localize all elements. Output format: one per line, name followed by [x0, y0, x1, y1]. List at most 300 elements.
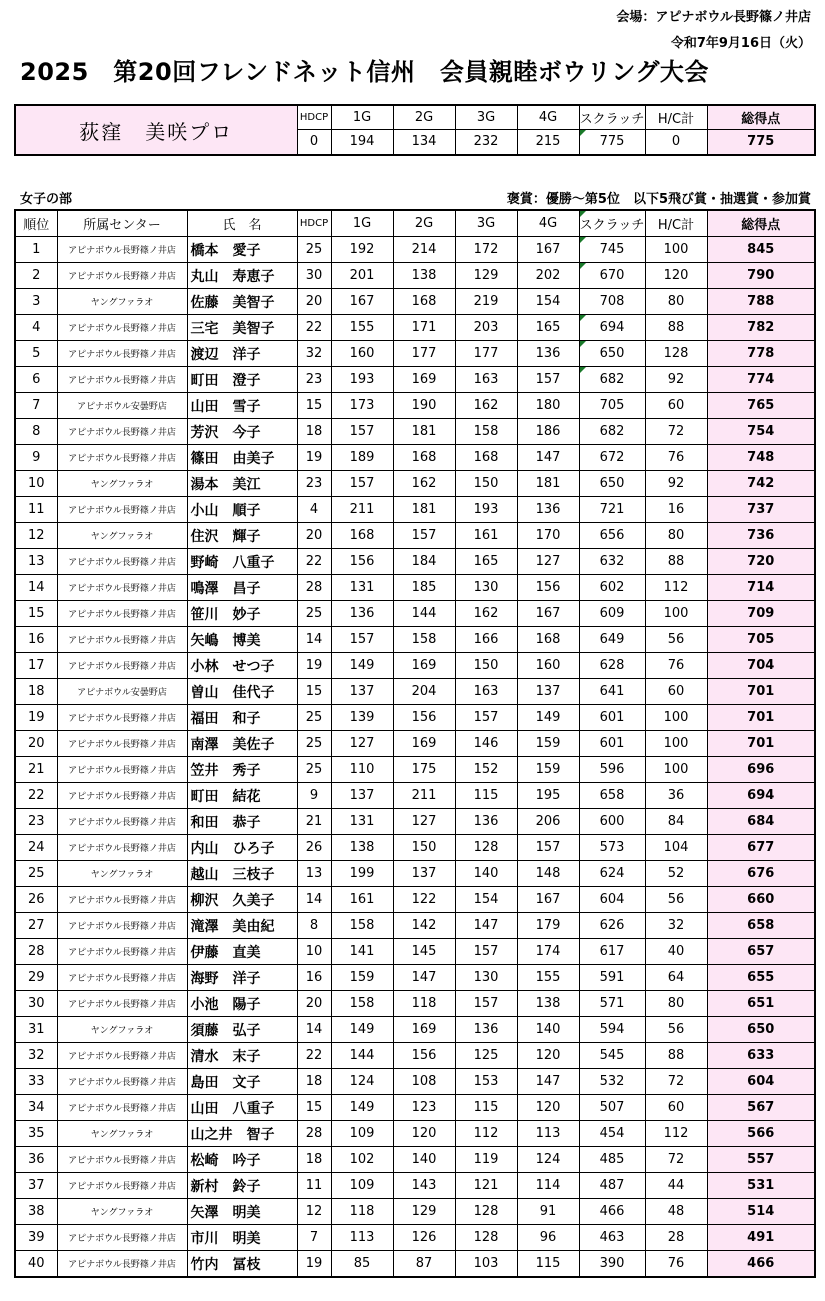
- total-score-cell: 765: [707, 393, 815, 419]
- game1-cell: 149: [331, 1017, 393, 1043]
- page-title: 2025 第20回フレンドネット信州 会員親睦ボウリング大会: [20, 58, 709, 86]
- game2-cell: 122: [393, 887, 455, 913]
- hc-total-cell: 60: [645, 1095, 707, 1121]
- game2-cell: 169: [393, 731, 455, 757]
- hc-total-cell: 60: [645, 679, 707, 705]
- center-cell: アピナボウル長野篠ノ井店: [57, 263, 187, 289]
- hdcp-cell: 28: [297, 575, 331, 601]
- center-cell: アピナボウル長野篠ノ井店: [57, 549, 187, 575]
- center-cell: アピナボウル長野篠ノ井店: [57, 1095, 187, 1121]
- game2-cell: 177: [393, 341, 455, 367]
- player-name-cell: 山之井 智子: [187, 1121, 297, 1147]
- column-header: 総得点: [707, 210, 815, 237]
- table-row: [15, 965, 815, 991]
- game1-cell: 155: [331, 315, 393, 341]
- hc-total-cell: 32: [645, 913, 707, 939]
- table-row: [15, 627, 815, 653]
- rank-cell: 4: [15, 315, 57, 341]
- hc-total-cell: 112: [645, 1121, 707, 1147]
- game1-cell: 137: [331, 783, 393, 809]
- player-name-cell: 丸山 寿恵子: [187, 263, 297, 289]
- game1-cell: 110: [331, 757, 393, 783]
- table-row: [15, 1199, 815, 1225]
- player-name-cell: 島田 文子: [187, 1069, 297, 1095]
- game1-cell: 211: [331, 497, 393, 523]
- game2-cell: 185: [393, 575, 455, 601]
- game2-cell: 169: [393, 367, 455, 393]
- game3-cell: 172: [455, 237, 517, 263]
- player-name-cell: 南澤 美佐子: [187, 731, 297, 757]
- total-score-cell: 788: [707, 289, 815, 315]
- table-row: [15, 1225, 815, 1251]
- hdcp-cell: 15: [297, 393, 331, 419]
- game2-cell: 138: [393, 263, 455, 289]
- scratch-cell: 487: [579, 1173, 645, 1199]
- center-cell: アピナボウル長野篠ノ井店: [57, 757, 187, 783]
- hc-total-cell: 88: [645, 315, 707, 341]
- player-name-cell: 小林 せつ子: [187, 653, 297, 679]
- hdcp-cell: 25: [297, 705, 331, 731]
- total-score-cell: 684: [707, 809, 815, 835]
- hdcp-cell: 25: [297, 731, 331, 757]
- table-row: [15, 445, 815, 471]
- scratch-cell: 721: [579, 497, 645, 523]
- total-score-cell: 557: [707, 1147, 815, 1173]
- total-score-cell: 774: [707, 367, 815, 393]
- player-name-cell: 篠田 由美子: [187, 445, 297, 471]
- game1-cell: 156: [331, 549, 393, 575]
- guest-value-cell: 215: [517, 129, 579, 155]
- total-score-cell: 742: [707, 471, 815, 497]
- game1-cell: 113: [331, 1225, 393, 1251]
- total-score-cell: 778: [707, 341, 815, 367]
- player-name-cell: 湯本 美江: [187, 471, 297, 497]
- hc-total-cell: 48: [645, 1199, 707, 1225]
- game4-cell: 159: [517, 731, 579, 757]
- game4-cell: 147: [517, 1069, 579, 1095]
- rank-cell: 18: [15, 679, 57, 705]
- hc-total-cell: 76: [645, 1251, 707, 1278]
- guest-header-cell: HDCP: [297, 105, 331, 129]
- center-cell: アピナボウル長野篠ノ井店: [57, 939, 187, 965]
- scratch-cell: 545: [579, 1043, 645, 1069]
- player-name-cell: 福田 和子: [187, 705, 297, 731]
- rank-cell: 25: [15, 861, 57, 887]
- hc-total-cell: 28: [645, 1225, 707, 1251]
- rank-cell: 10: [15, 471, 57, 497]
- scratch-cell: 628: [579, 653, 645, 679]
- game1-cell: 157: [331, 419, 393, 445]
- game4-cell: 186: [517, 419, 579, 445]
- game1-cell: 141: [331, 939, 393, 965]
- guest-value-cell: 134: [393, 129, 455, 155]
- game3-cell: 147: [455, 913, 517, 939]
- hdcp-cell: 15: [297, 679, 331, 705]
- game2-cell: 158: [393, 627, 455, 653]
- total-score-cell: 567: [707, 1095, 815, 1121]
- rank-cell: 27: [15, 913, 57, 939]
- total-score-cell: 531: [707, 1173, 815, 1199]
- hc-total-cell: 56: [645, 1017, 707, 1043]
- hdcp-cell: 12: [297, 1199, 331, 1225]
- scratch-cell: 609: [579, 601, 645, 627]
- hdcp-cell: 16: [297, 965, 331, 991]
- total-score-cell: 466: [707, 1251, 815, 1278]
- scratch-cell: 672: [579, 445, 645, 471]
- rank-cell: 14: [15, 575, 57, 601]
- rank-cell: 1: [15, 237, 57, 263]
- hc-total-cell: 72: [645, 1147, 707, 1173]
- game2-cell: 147: [393, 965, 455, 991]
- hdcp-cell: 19: [297, 1251, 331, 1278]
- game1-cell: 144: [331, 1043, 393, 1069]
- game3-cell: 119: [455, 1147, 517, 1173]
- game3-cell: 154: [455, 887, 517, 913]
- table-row: [15, 315, 815, 341]
- hdcp-cell: 30: [297, 263, 331, 289]
- rank-cell: 2: [15, 263, 57, 289]
- hdcp-cell: 15: [297, 1095, 331, 1121]
- center-cell: アピナボウル長野篠ノ井店: [57, 445, 187, 471]
- hc-total-cell: 128: [645, 341, 707, 367]
- game2-cell: 142: [393, 913, 455, 939]
- scratch-cell: 670: [579, 263, 645, 289]
- hc-total-cell: 56: [645, 627, 707, 653]
- table-row: [15, 757, 815, 783]
- column-header: 順位: [15, 210, 57, 237]
- center-cell: アピナボウル長野篠ノ井店: [57, 1225, 187, 1251]
- center-cell: アピナボウル長野篠ノ井店: [57, 783, 187, 809]
- hc-total-cell: 76: [645, 445, 707, 471]
- table-row: [15, 705, 815, 731]
- total-score-cell: 660: [707, 887, 815, 913]
- rank-cell: 33: [15, 1069, 57, 1095]
- game1-cell: 201: [331, 263, 393, 289]
- scratch-cell: 705: [579, 393, 645, 419]
- game2-cell: 157: [393, 523, 455, 549]
- table-row: [15, 549, 815, 575]
- player-name-cell: 新村 鈴子: [187, 1173, 297, 1199]
- rank-cell: 24: [15, 835, 57, 861]
- game4-cell: 113: [517, 1121, 579, 1147]
- total-score-cell: 676: [707, 861, 815, 887]
- center-cell: アピナボウル長野篠ノ井店: [57, 1069, 187, 1095]
- column-header: 4G: [517, 210, 579, 237]
- hc-total-cell: 80: [645, 289, 707, 315]
- hc-total-cell: 80: [645, 991, 707, 1017]
- rank-cell: 5: [15, 341, 57, 367]
- game4-cell: 147: [517, 445, 579, 471]
- game2-cell: 108: [393, 1069, 455, 1095]
- game3-cell: 161: [455, 523, 517, 549]
- game4-cell: 167: [517, 237, 579, 263]
- game2-cell: 129: [393, 1199, 455, 1225]
- hdcp-cell: 25: [297, 601, 331, 627]
- rank-cell: 28: [15, 939, 57, 965]
- game3-cell: 128: [455, 1199, 517, 1225]
- player-name-cell: 笹川 妙子: [187, 601, 297, 627]
- table-row: [15, 341, 815, 367]
- table-row: [15, 1017, 815, 1043]
- game3-cell: 112: [455, 1121, 517, 1147]
- hc-total-cell: 44: [645, 1173, 707, 1199]
- total-score-cell: 651: [707, 991, 815, 1017]
- game3-cell: 162: [455, 601, 517, 627]
- header-row: [15, 210, 815, 237]
- total-score-cell: 655: [707, 965, 815, 991]
- table-row: [15, 835, 815, 861]
- scratch-cell: 601: [579, 731, 645, 757]
- hdcp-cell: 25: [297, 757, 331, 783]
- hdcp-cell: 18: [297, 1069, 331, 1095]
- game2-cell: 184: [393, 549, 455, 575]
- scratch-cell: 602: [579, 575, 645, 601]
- table-row: [15, 1043, 815, 1069]
- game4-cell: 174: [517, 939, 579, 965]
- rank-cell: 38: [15, 1199, 57, 1225]
- game1-cell: 193: [331, 367, 393, 393]
- rank-cell: 23: [15, 809, 57, 835]
- scratch-cell: 745: [579, 237, 645, 263]
- rank-cell: 12: [15, 523, 57, 549]
- scratch-cell: 507: [579, 1095, 645, 1121]
- game3-cell: 125: [455, 1043, 517, 1069]
- rank-cell: 36: [15, 1147, 57, 1173]
- game2-cell: 168: [393, 289, 455, 315]
- guest-score-table: [14, 104, 816, 156]
- game4-cell: 167: [517, 887, 579, 913]
- player-name-cell: 町田 澄子: [187, 367, 297, 393]
- game2-cell: 181: [393, 497, 455, 523]
- game4-cell: 195: [517, 783, 579, 809]
- guest-header-cell: H/C計: [645, 105, 707, 129]
- center-cell: アピナボウル長野篠ノ井店: [57, 1173, 187, 1199]
- game3-cell: 163: [455, 367, 517, 393]
- rank-cell: 29: [15, 965, 57, 991]
- center-cell: アピナボウル長野篠ノ井店: [57, 315, 187, 341]
- total-score-cell: 714: [707, 575, 815, 601]
- awards-label: 褒賞：優勝～第5位 以下5飛び賞・抽選賞・参加賞: [506, 192, 811, 207]
- center-cell: アピナボウル長野篠ノ井店: [57, 835, 187, 861]
- game2-cell: 140: [393, 1147, 455, 1173]
- game3-cell: 162: [455, 393, 517, 419]
- hc-total-cell: 52: [645, 861, 707, 887]
- game4-cell: 179: [517, 913, 579, 939]
- game1-cell: 161: [331, 887, 393, 913]
- hdcp-cell: 10: [297, 939, 331, 965]
- hc-total-cell: 16: [645, 497, 707, 523]
- player-name-cell: 越山 三枝子: [187, 861, 297, 887]
- game4-cell: 136: [517, 341, 579, 367]
- hdcp-cell: 14: [297, 887, 331, 913]
- guest-value-cell: 0: [645, 129, 707, 155]
- player-name-cell: 笠井 秀子: [187, 757, 297, 783]
- column-header: 所属センター: [57, 210, 187, 237]
- center-cell: アピナボウル長野篠ノ井店: [57, 705, 187, 731]
- table-row: [15, 809, 815, 835]
- guest-total-cell: 775: [707, 129, 815, 155]
- scratch-cell: 600: [579, 809, 645, 835]
- scratch-cell: 454: [579, 1121, 645, 1147]
- total-score-cell: 696: [707, 757, 815, 783]
- rank-cell: 11: [15, 497, 57, 523]
- scratch-cell: 463: [579, 1225, 645, 1251]
- hc-total-cell: 40: [645, 939, 707, 965]
- game4-cell: 159: [517, 757, 579, 783]
- player-name-cell: 清水 末子: [187, 1043, 297, 1069]
- game2-cell: 190: [393, 393, 455, 419]
- hc-total-cell: 100: [645, 731, 707, 757]
- game1-cell: 138: [331, 835, 393, 861]
- game1-cell: 137: [331, 679, 393, 705]
- table-row: [15, 731, 815, 757]
- game2-cell: 144: [393, 601, 455, 627]
- scratch-cell: 571: [579, 991, 645, 1017]
- hc-total-cell: 72: [645, 1069, 707, 1095]
- center-cell: アピナボウル長野篠ノ井店: [57, 913, 187, 939]
- scratch-cell: 624: [579, 861, 645, 887]
- game3-cell: 177: [455, 341, 517, 367]
- game4-cell: 202: [517, 263, 579, 289]
- game2-cell: 169: [393, 653, 455, 679]
- rank-cell: 35: [15, 1121, 57, 1147]
- scratch-cell: 617: [579, 939, 645, 965]
- center-cell: アピナボウル安曇野店: [57, 393, 187, 419]
- game2-cell: 118: [393, 991, 455, 1017]
- total-score-cell: 701: [707, 705, 815, 731]
- hc-total-cell: 92: [645, 471, 707, 497]
- game2-cell: 162: [393, 471, 455, 497]
- table-row: [15, 601, 815, 627]
- table-row: [15, 263, 815, 289]
- table-row: [15, 1251, 815, 1278]
- game1-cell: 160: [331, 341, 393, 367]
- center-cell: ヤングファラオ: [57, 289, 187, 315]
- game3-cell: 193: [455, 497, 517, 523]
- rank-cell: 3: [15, 289, 57, 315]
- table-row: [15, 1069, 815, 1095]
- center-cell: アピナボウル長野篠ノ井店: [57, 1147, 187, 1173]
- total-score-cell: 754: [707, 419, 815, 445]
- player-name-cell: 竹内 冨枝: [187, 1251, 297, 1278]
- game2-cell: 214: [393, 237, 455, 263]
- game2-cell: 156: [393, 705, 455, 731]
- game2-cell: 145: [393, 939, 455, 965]
- total-score-cell: 737: [707, 497, 815, 523]
- game3-cell: 136: [455, 809, 517, 835]
- hdcp-cell: 19: [297, 653, 331, 679]
- game4-cell: 140: [517, 1017, 579, 1043]
- guest-name: 荻窪 美咲プロ: [15, 105, 297, 155]
- game4-cell: 124: [517, 1147, 579, 1173]
- center-cell: アピナボウル長野篠ノ井店: [57, 1043, 187, 1069]
- game1-cell: 199: [331, 861, 393, 887]
- game4-cell: 168: [517, 627, 579, 653]
- game2-cell: 156: [393, 1043, 455, 1069]
- total-score-cell: 491: [707, 1225, 815, 1251]
- scratch-cell: 641: [579, 679, 645, 705]
- game1-cell: 149: [331, 1095, 393, 1121]
- game2-cell: 169: [393, 1017, 455, 1043]
- game3-cell: 150: [455, 653, 517, 679]
- player-name-cell: 山田 雪子: [187, 393, 297, 419]
- table-row: [15, 367, 815, 393]
- game3-cell: 203: [455, 315, 517, 341]
- center-cell: アピナボウル長野篠ノ井店: [57, 965, 187, 991]
- game1-cell: 159: [331, 965, 393, 991]
- table-row: [15, 471, 815, 497]
- hdcp-cell: 18: [297, 419, 331, 445]
- total-score-cell: 709: [707, 601, 815, 627]
- center-cell: ヤングファラオ: [57, 471, 187, 497]
- hdcp-cell: 32: [297, 341, 331, 367]
- center-cell: アピナボウル長野篠ノ井店: [57, 575, 187, 601]
- hc-total-cell: 80: [645, 523, 707, 549]
- player-name-cell: 伊藤 直美: [187, 939, 297, 965]
- game3-cell: 146: [455, 731, 517, 757]
- hc-total-cell: 104: [645, 835, 707, 861]
- rank-cell: 40: [15, 1251, 57, 1278]
- table-row: [15, 575, 815, 601]
- scratch-cell: 485: [579, 1147, 645, 1173]
- table-row: [15, 861, 815, 887]
- hc-total-cell: 76: [645, 653, 707, 679]
- player-name-cell: 滝澤 美由紀: [187, 913, 297, 939]
- game2-cell: 87: [393, 1251, 455, 1278]
- game4-cell: 91: [517, 1199, 579, 1225]
- hc-total-cell: 60: [645, 393, 707, 419]
- results-table: [14, 209, 816, 1278]
- scratch-cell: 682: [579, 367, 645, 393]
- hdcp-cell: 21: [297, 809, 331, 835]
- game4-cell: 137: [517, 679, 579, 705]
- hdcp-cell: 18: [297, 1147, 331, 1173]
- game1-cell: 157: [331, 471, 393, 497]
- scratch-cell: 650: [579, 341, 645, 367]
- scratch-cell: 650: [579, 471, 645, 497]
- game3-cell: 103: [455, 1251, 517, 1278]
- total-score-cell: 701: [707, 679, 815, 705]
- center-cell: ヤングファラオ: [57, 1121, 187, 1147]
- player-name-cell: 曽山 佳代子: [187, 679, 297, 705]
- total-score-cell: 705: [707, 627, 815, 653]
- game2-cell: 137: [393, 861, 455, 887]
- game1-cell: 124: [331, 1069, 393, 1095]
- game3-cell: 168: [455, 445, 517, 471]
- hc-total-cell: 88: [645, 549, 707, 575]
- center-cell: アピナボウル長野篠ノ井店: [57, 991, 187, 1017]
- scratch-cell: 649: [579, 627, 645, 653]
- hc-total-cell: 100: [645, 601, 707, 627]
- game4-cell: 170: [517, 523, 579, 549]
- rank-cell: 7: [15, 393, 57, 419]
- game4-cell: 181: [517, 471, 579, 497]
- game2-cell: 143: [393, 1173, 455, 1199]
- hdcp-cell: 14: [297, 627, 331, 653]
- center-cell: ヤングファラオ: [57, 523, 187, 549]
- rank-cell: 15: [15, 601, 57, 627]
- game2-cell: 123: [393, 1095, 455, 1121]
- game3-cell: 166: [455, 627, 517, 653]
- total-score-cell: 514: [707, 1199, 815, 1225]
- game1-cell: 102: [331, 1147, 393, 1173]
- game3-cell: 121: [455, 1173, 517, 1199]
- scratch-cell: 390: [579, 1251, 645, 1278]
- player-name-cell: 橋本 愛子: [187, 237, 297, 263]
- center-cell: アピナボウル長野篠ノ井店: [57, 341, 187, 367]
- player-name-cell: 芳沢 今子: [187, 419, 297, 445]
- center-cell: アピナボウル長野篠ノ井店: [57, 1251, 187, 1278]
